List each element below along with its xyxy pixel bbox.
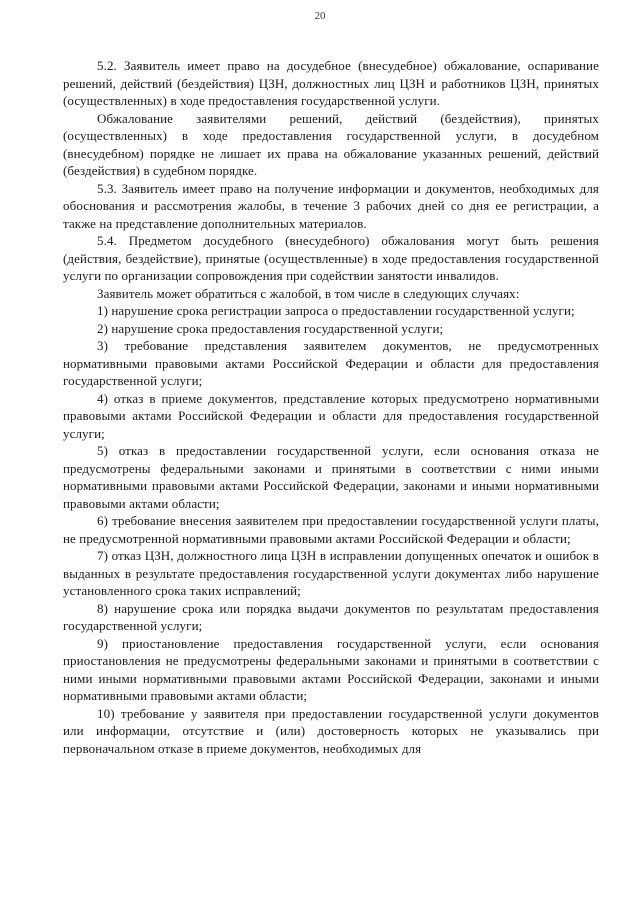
list-item-7: 7) отказ ЦЗН, должностного лица ЦЗН в исправлении допущенных опечаток и ошибок в выданных в результате предоставления государственной услуги документах либо нарушение установленного срока таких исправлений; <box>63 548 599 598</box>
list-item-4: 4) отказ в приеме документов, представление которых предусмотрено нормативными правовыми актами Российской Федерации и области для предоставления государственной услуги; <box>63 390 599 441</box>
page-number: 20 <box>314 10 326 22</box>
list-item-1: 1) нарушение срока регистрации запроса о предоставлении государственной услуги; <box>97 303 575 318</box>
paragraph-5-3: 5.3. Заявитель имеет право на получение информации и документов, необходимых для обоснования и рассмотрения жалобы, в течение 3 рабочих дней со дня ее регистрации, а также на представление дополнительных материалов. <box>63 180 599 231</box>
list-item-10: 10) требование у заявителя при предоставлении государственной услуги документов или информации, отсутствие и (или) достоверность которых не указывались при первоначальном отказе в приеме документов, необходимых для <box>63 705 599 756</box>
paragraph-cases-intro: Заявитель может обратиться с жалобой, в том числе в следующих случаях: <box>97 285 520 301</box>
paragraph-5-2: 5.2. Заявитель имеет право на досудебное (внесудебное) обжалование, оспаривание решений, действий (бездействия) ЦЗН, должностных лиц ЦЗН и работников ЦЗН, принятых (осуществленных) в ходе предоставления государственной услуги. <box>63 58 599 108</box>
list-item-9: 9) приостановление предоставления государственной услуги, если основания приостановления не предусмотрены федеральными законами и принятыми в соответствии с ними иными нормативными правовыми актами Российской Федерации, законами и иными нормативными правовыми актами области; <box>63 635 599 703</box>
list-item-5: 5) отказ в предоставлении государственной услуги, если основания отказа не предусмотрены федеральными законами и принятыми в соответствии с ними иными нормативными правовыми актами Российской Федерации, законами и иными нормативными правовыми актами области; <box>63 443 599 511</box>
list-item-2: 2) нарушение срока предоставления государственной услуги; <box>97 320 444 336</box>
paragraph-appeal-note: Обжалование заявителями решений, действий (бездействия), принятых (осуществленных) в ходе предоставления государственной услуги, в досудебном (внесудебном) порядке не лишает их права на обжалование указанных решений, действий (бездействия) в судебном порядке. <box>63 110 599 178</box>
list-item-8: 8) нарушение срока или порядка выдачи документов по результатам предоставления государственной услуги; <box>63 600 599 633</box>
body-text <box>63 57 599 757</box>
list-item-6: 6) требование внесения заявителем при предоставлении государственной услуги платы, не предусмотренной нормативными правовыми актами Российской Федерации и области; <box>63 513 599 546</box>
list-item-3: 3) требование представления заявителем документов, не предусмотренных нормативными правовыми актами Российской Федерации и области для предоставления государственной услуги; <box>63 338 599 388</box>
paragraph-5-4: 5.4. Предметом досудебного (внесудебного) обжалования могут быть решения (действия, бездействие), принятые (осуществленные) в ходе предоставления государственной услуги по организации сопровождения при содействии занятости инвалидов. <box>63 233 599 283</box>
